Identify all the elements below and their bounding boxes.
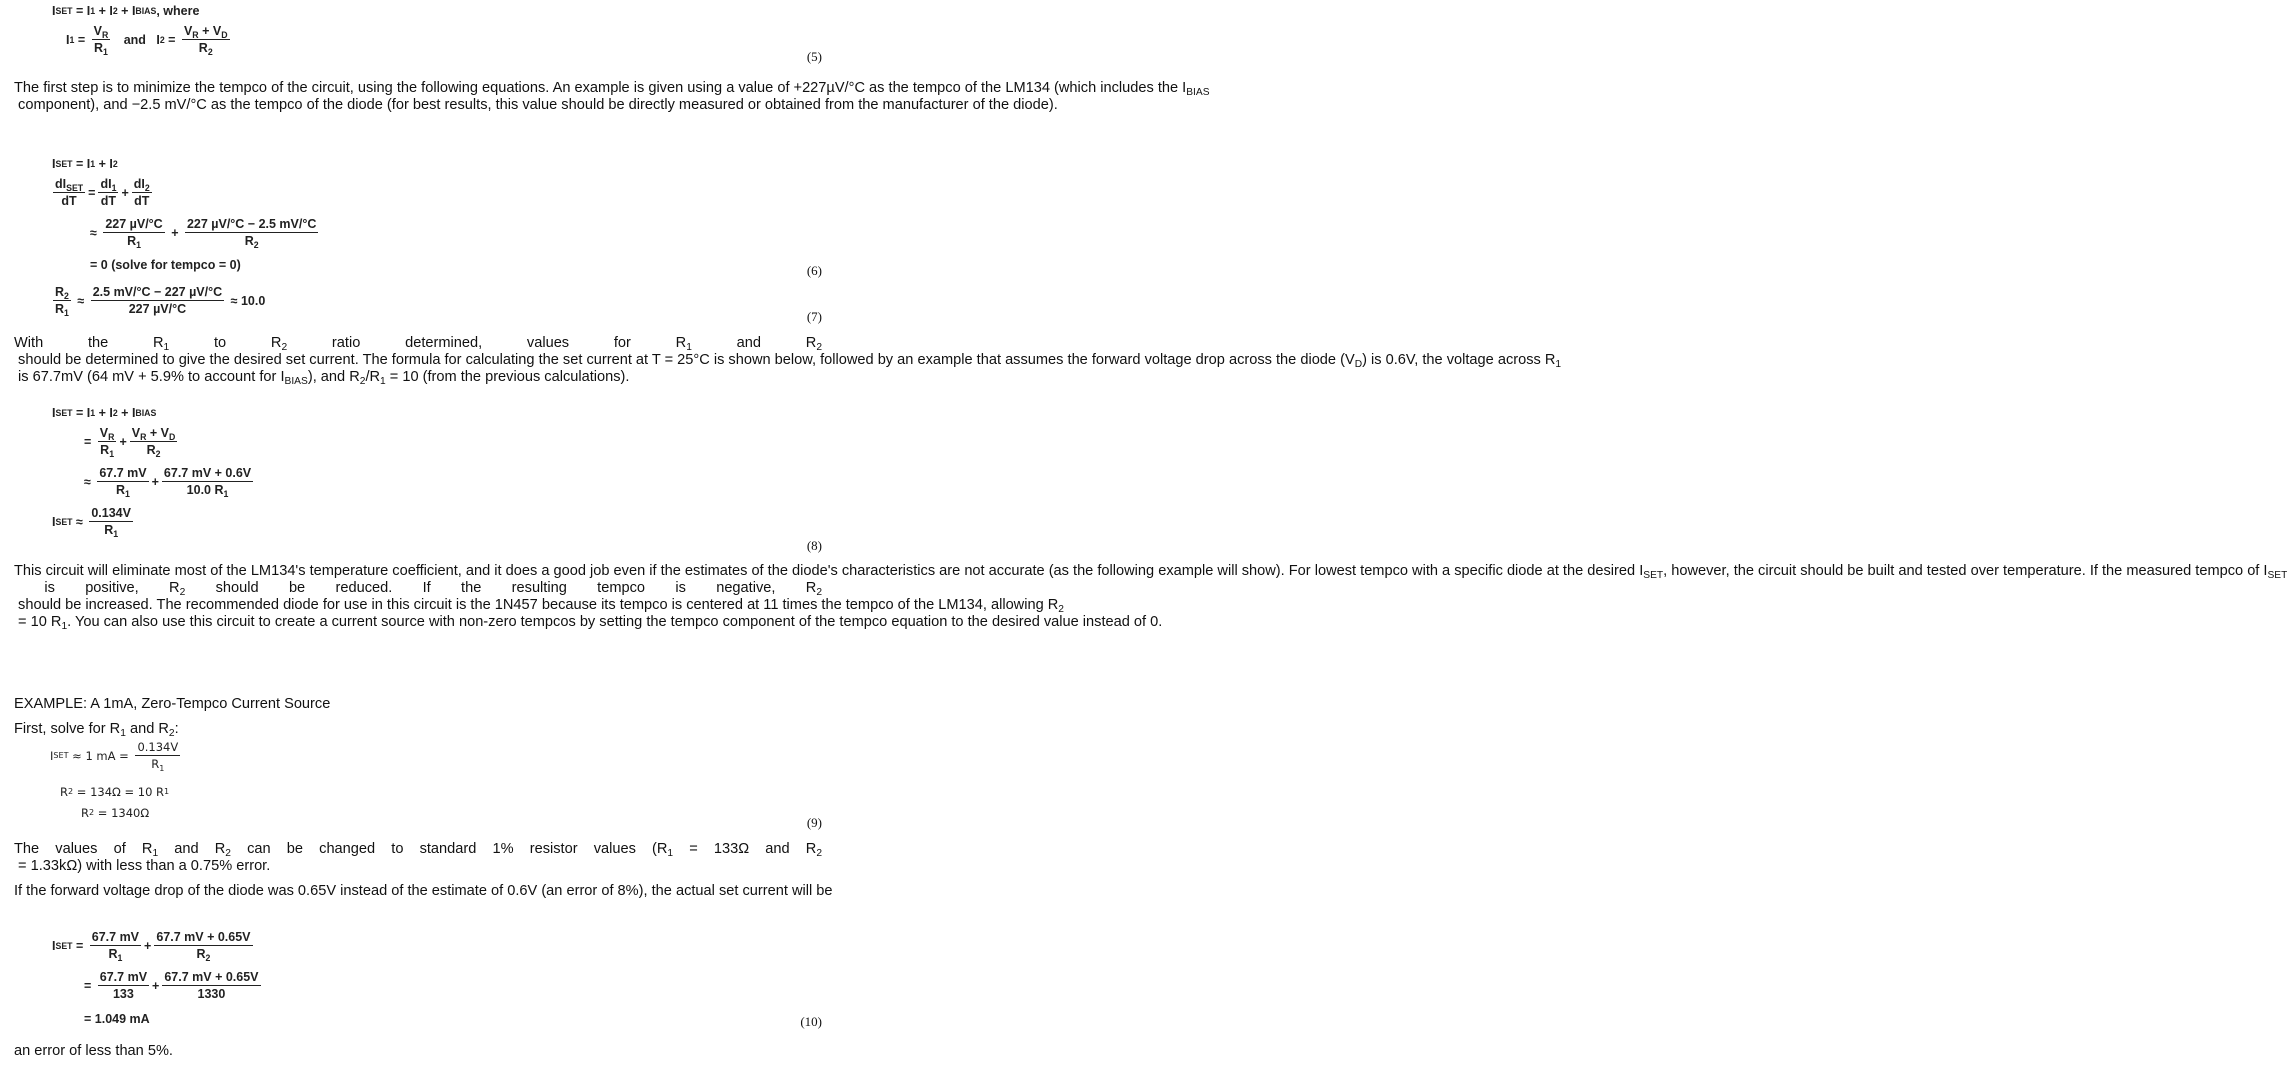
subscript: 1 [113, 529, 119, 539]
subscript: 1 [111, 183, 117, 193]
fraction [91, 285, 224, 316]
equation-line: I SET = I 1 + I 2 [52, 157, 118, 171]
fraction [130, 426, 178, 457]
text-run: R [100, 443, 110, 457]
denominator [59, 193, 78, 208]
text-run: = [72, 938, 87, 953]
subscript: R [101, 30, 109, 40]
text-run: R [198, 41, 208, 55]
text-run: + I [95, 406, 113, 420]
fraction [182, 24, 230, 55]
text-run: /R [365, 369, 381, 385]
subscript: 1 [125, 489, 130, 499]
subscript: 1 [159, 764, 165, 773]
denominator [111, 986, 136, 1001]
numerator [89, 506, 133, 522]
denominator [106, 946, 124, 961]
text-run: 133 [112, 987, 134, 1001]
text-run: R [104, 523, 114, 537]
equation-10 [0, 930, 850, 1035]
equation-line [84, 1012, 150, 1026]
equation-line: R 2 = 134Ω = 10 R 1 [60, 785, 170, 799]
text-run: R [196, 947, 206, 961]
text-run: to R [169, 335, 282, 351]
denominator [145, 442, 163, 457]
equation-6 [0, 155, 850, 280]
fraction [135, 740, 180, 771]
fraction [154, 930, 252, 961]
equation-line [90, 217, 321, 248]
text-run: 1330 [197, 987, 226, 1001]
text-run: I [66, 32, 70, 47]
equation-line: R 2 = 1340Ω [81, 806, 150, 820]
denominator [125, 233, 143, 248]
text-run: I [52, 4, 56, 18]
denominator [98, 442, 116, 457]
fraction [53, 177, 85, 208]
fraction [98, 426, 117, 457]
subscript: 2 [816, 848, 822, 859]
numerator [182, 24, 230, 40]
text-run: ) is 0.6V, the voltage across R [1362, 352, 1556, 368]
denominator [194, 946, 212, 961]
subscript: 1 [686, 342, 692, 353]
text-run: + [144, 938, 152, 953]
subscript: 1 [103, 47, 108, 57]
subscript: 2 [207, 47, 213, 57]
equation-line: I 1 = $\frac{V_R}{R_1}$ and I 2 = $\frac{V_R + V_D}{R_2}$ [66, 24, 228, 57]
text-run: = 1.049 mA [84, 1012, 150, 1026]
text-run: + [121, 185, 129, 200]
subscript: D [1354, 359, 1363, 370]
numerator [53, 177, 85, 193]
equation-5 [0, 0, 850, 66]
denominator [197, 40, 215, 55]
text-run: 67.7 mV + 0.65V [164, 970, 259, 984]
text-run: ≈ [90, 225, 101, 240]
subscript: 2 [179, 587, 186, 598]
paragraph [14, 80, 1210, 114]
equation-9 [0, 740, 850, 832]
text-run: V [131, 426, 141, 440]
equation-number: (7) [806, 309, 822, 324]
fraction [162, 970, 260, 1001]
subscript: 1 [152, 848, 159, 859]
text-run: + I [95, 157, 113, 171]
text-run: dT [134, 194, 150, 208]
text-run: If the forward voltage drop of the diode was 0.65V instead of the estimate of 0.6V (an error of 8%), the actual set current will be [14, 883, 833, 899]
subscript: 1 [1555, 359, 1562, 370]
paragraph [14, 721, 822, 738]
numerator [185, 217, 318, 233]
numerator [53, 285, 71, 301]
denominator [102, 522, 120, 537]
text-run: This circuit will eliminate most of the LM134's temperature coefficient, and it does a good job even if the estimates of the diode's characteristics are not accurate (as the following example will show). For lowest tempco with a specific diode at the desired I [14, 563, 1644, 579]
subscript: R [192, 30, 199, 40]
text-run: 67.7 mV [99, 466, 147, 480]
text-run: + [152, 978, 160, 993]
text-run: 67.7 mV + 0.65V [156, 930, 251, 944]
numerator [154, 930, 252, 946]
paragraph [14, 841, 822, 875]
example-heading [14, 696, 822, 713]
text-run: = 1340Ω [94, 806, 150, 820]
text-run: ≈ 1 mA = [68, 748, 133, 763]
text-run: R [151, 757, 160, 771]
text-run: = 0 (solve for tempco = 0) [90, 258, 241, 272]
text-run: + [119, 434, 127, 449]
subscript: 2 [205, 953, 211, 963]
text-run: + [167, 225, 182, 240]
fraction [89, 506, 133, 537]
text-run: R [108, 947, 118, 961]
text-run: = 134Ω = 10 R [73, 785, 165, 799]
denominator [99, 193, 118, 208]
subscript: R [140, 432, 147, 442]
fraction [185, 217, 318, 248]
text-run: , where [156, 4, 200, 18]
subscript: 2 [225, 848, 231, 859]
text-run: 67.7 mV [99, 970, 148, 984]
text-run: V [93, 24, 102, 38]
subscript: 1 [61, 621, 68, 632]
text-run: 227 µV/°C [128, 302, 187, 316]
subscript: 1 [667, 848, 674, 859]
text-run: I [50, 748, 54, 763]
numerator [130, 426, 178, 442]
text-run: R [93, 41, 104, 55]
text-run: and R [125, 721, 169, 737]
text-run: I [52, 938, 56, 953]
text-run: = [88, 185, 96, 200]
text-run: ), and R [307, 369, 360, 385]
text-run: + I [117, 406, 136, 420]
text-run: = [84, 978, 95, 993]
fraction [53, 285, 71, 316]
text-run: and I [113, 32, 160, 47]
text-run: 227 µV/°C − 2.5 mV/°C [186, 217, 317, 231]
text-run: R [127, 234, 137, 248]
paragraph [14, 1043, 822, 1060]
text-run: + V [198, 24, 222, 38]
text-run: = 10 (from the previous calculations). [385, 369, 630, 385]
text-run: ≈ [73, 293, 88, 308]
text-run: should be reduced. If the resulting tempco is negative, R [185, 580, 817, 596]
denominator [149, 756, 166, 771]
text-run: , however, the circuit should be built and tested over temperature. If the measured tempco of I [1663, 563, 2268, 579]
equation-number: (8) [806, 538, 822, 553]
equation-line [84, 426, 180, 457]
subscript: 2 [816, 587, 822, 598]
text-run: With the R [14, 335, 164, 351]
text-run: an error of less than 5%. [14, 1043, 173, 1059]
equation-8 [0, 404, 850, 554]
subscript: 1 [223, 489, 229, 499]
text-run: 0.134V [91, 506, 131, 520]
text-run: is 67.7mV (64 mV + 5.9% to account for I [14, 369, 285, 385]
fraction [97, 466, 148, 497]
equation-line [50, 177, 155, 208]
text-run: 0.134V [137, 740, 179, 754]
subscript: 1 [109, 449, 115, 459]
equation-line: I SET ≈ $\frac{0.134V}{R_1}$ [52, 506, 131, 539]
text-run: can be changed to standard 1% resistor values (R [230, 841, 668, 857]
equation-line: I SET = I 1 + I 2 + I BIAS [52, 406, 157, 420]
numerator [103, 217, 164, 233]
equation-number: (5) [806, 49, 822, 64]
text-run: = 133Ω and R [673, 841, 817, 857]
text-run: dI [133, 177, 145, 191]
subscript: 2 [155, 449, 161, 459]
denominator [185, 482, 231, 497]
text-run: + [151, 474, 159, 489]
text-run: 67.7 mV [91, 930, 140, 944]
denominator [196, 986, 228, 1001]
text-run: ratio determined, values for R [287, 335, 687, 351]
subscript: 2 [64, 291, 69, 301]
text-run: dI [55, 177, 67, 191]
text-run: R [60, 785, 68, 799]
text-run: should be increased. The recommended diode for use in this circuit is the 1N457 because its tempco is centered at 11 times the tempco of the LM134, allowing R [14, 597, 1059, 613]
text-run: V [99, 426, 109, 440]
equation-line: I SET = I 1 + I 2 + I BIAS , where [52, 4, 200, 18]
subscript: 2 [253, 240, 259, 250]
equation-line [84, 466, 256, 497]
text-run: + I [117, 4, 136, 18]
numerator [162, 970, 260, 986]
subscript: BIAS [1186, 87, 1210, 98]
subscript: BIAS [284, 376, 308, 387]
fraction [98, 177, 118, 208]
subscript: 2 [359, 376, 366, 387]
paragraph [14, 563, 2287, 632]
subscript: SET [1643, 570, 1664, 581]
numerator [132, 177, 152, 193]
fraction [90, 930, 141, 961]
text-run: R [55, 285, 65, 299]
numerator [135, 740, 180, 756]
equation-number: (10) [800, 1014, 822, 1029]
subscript: D [221, 30, 228, 40]
subscript: 2 [1058, 604, 1064, 615]
subscript: 2 [144, 183, 150, 193]
equation-line: I SET ≈ 1 mA = $\frac{0.134V}{R_1}$ [50, 740, 179, 773]
subscript: 1 [380, 376, 386, 387]
equation-line [50, 285, 265, 316]
text-run: R [146, 443, 156, 457]
text-run: R [244, 234, 254, 248]
text-run: is positive, R [14, 580, 180, 596]
text-run: = [164, 32, 179, 47]
text-run: The values of R [14, 841, 153, 857]
numerator [97, 466, 148, 482]
equation-number: (6) [806, 263, 822, 278]
denominator [114, 482, 132, 497]
text-run: I [52, 406, 56, 420]
denominator [92, 40, 110, 55]
text-run: = I [72, 406, 91, 420]
text-run: EXAMPLE: A 1mA, Zero-Tempco Current Source [14, 696, 331, 712]
text-run: dI [100, 177, 112, 191]
text-run: I [52, 157, 56, 171]
fraction [132, 177, 152, 208]
text-run: The first step is to minimize the tempco of the circuit, using the following equations. An example is given using a value of +227µV/°C as the tempco of the LM134 (which includes the I [14, 80, 1187, 96]
text-run: R [55, 302, 65, 316]
text-run: 227 µV/°C [105, 217, 163, 231]
text-run: 2.5 mV/°C − 227 µV/°C [92, 285, 223, 299]
text-run: = 10 R [14, 614, 62, 630]
text-run: 67.7 mV + 0.6V [163, 466, 252, 480]
fraction [162, 466, 253, 497]
text-run: First, solve for R [14, 721, 121, 737]
text-run: + I [95, 4, 113, 18]
text-run: = I [72, 157, 91, 171]
subscript: 1 [117, 953, 123, 963]
subscript: 2 [816, 342, 823, 353]
text-run: V [183, 24, 193, 38]
numerator [162, 466, 253, 482]
text-run: R [81, 806, 89, 820]
subscript: 2 [281, 342, 288, 353]
subscript: 1 [120, 728, 126, 739]
equation-7 [0, 283, 850, 327]
text-run: dT [61, 194, 77, 208]
paragraph [14, 335, 1562, 387]
equation-line [84, 970, 264, 1001]
numerator [90, 930, 141, 946]
denominator [243, 233, 261, 248]
text-run: and R [691, 335, 817, 351]
numerator [98, 426, 117, 442]
text-run: should be determined to give the desired set current. The formula for calculating the set current at T = 25°C is shown below, followed by an example that assumes the forward voltage drop across the diode (V [14, 352, 1355, 368]
numerator [98, 177, 118, 193]
text-run: = I [72, 4, 91, 18]
text-run: = 1.33kΩ) with less than a 0.75% error. [14, 858, 271, 874]
fraction [92, 24, 111, 55]
denominator [132, 193, 151, 208]
numerator [98, 970, 149, 986]
fraction [98, 970, 149, 1001]
equation-line: I SET = $\frac{67.7 mV}{R_1}$ + $\frac{67.7 mV + 0.65V}{R_2}$ [52, 930, 251, 963]
subscript: D [169, 432, 176, 442]
text-run: and R [158, 841, 226, 857]
text-run: component), and −2.5 mV/°C as the tempco of the diode (for best results, this value should be directly measured or obtained from the manufacturer of the diode). [14, 97, 1058, 113]
text-run: : [174, 721, 179, 737]
text-run: = [74, 32, 89, 47]
numerator [92, 24, 111, 40]
text-run: . You can also use this circuit to create a current source with non-zero tempcos by setting the tempco component of the tempco equation to the desired value instead of 0. [67, 614, 1163, 630]
numerator [91, 285, 224, 301]
paragraph [14, 883, 833, 900]
text-run: ≈ [84, 474, 95, 489]
text-run: dT [100, 194, 117, 208]
denominator [53, 301, 71, 316]
subscript: SET [2267, 570, 2287, 581]
subscript: SET [66, 183, 84, 193]
text-run: = [84, 434, 95, 449]
text-run: R [116, 483, 126, 497]
subscript: R [108, 432, 115, 442]
text-run: + V [146, 426, 170, 440]
text-run: ≈ 10.0 [227, 293, 266, 308]
equation-line [90, 258, 241, 272]
subscript: 2 [168, 728, 175, 739]
text-run: 10.0 R [186, 483, 224, 497]
text-run: ≈ [72, 514, 87, 529]
equation-number: (9) [806, 815, 822, 830]
subscript: 1 [136, 240, 141, 250]
subscript: 1 [64, 308, 69, 318]
subscript: 1 [163, 342, 170, 353]
fraction [103, 217, 164, 248]
text-run: I [52, 514, 56, 529]
denominator [127, 301, 188, 316]
